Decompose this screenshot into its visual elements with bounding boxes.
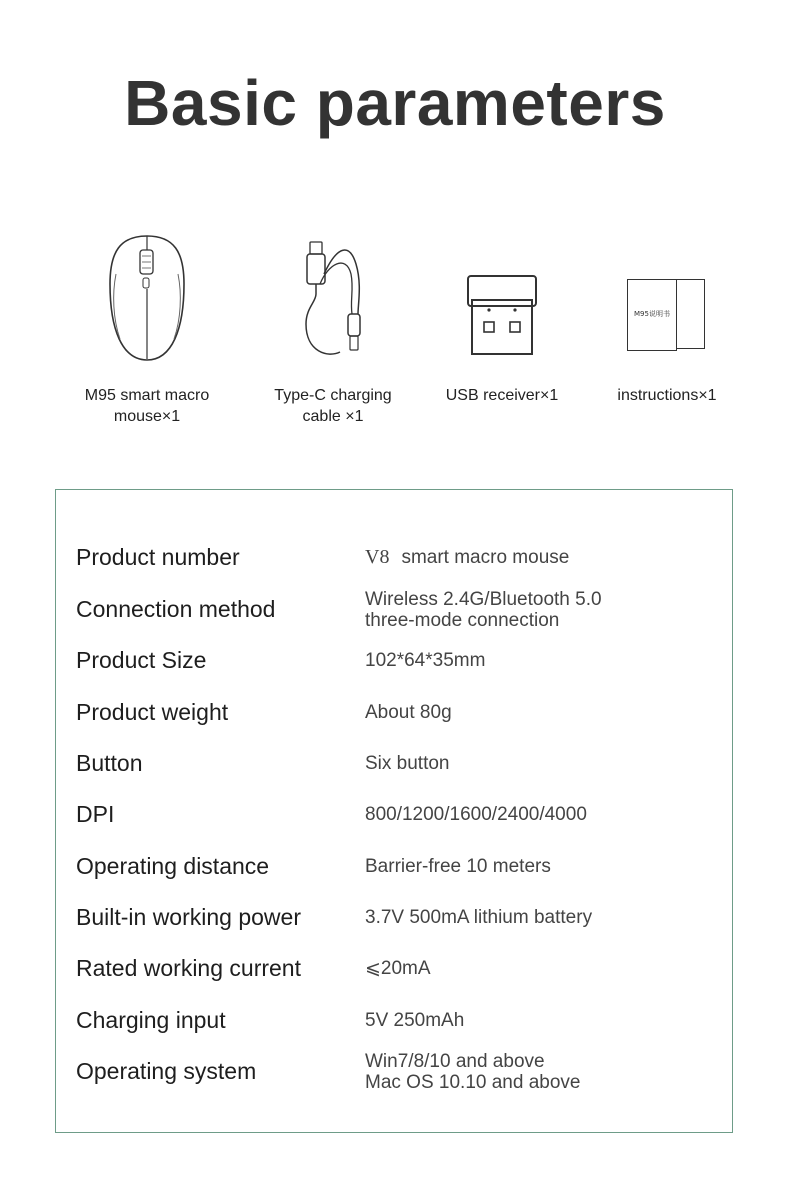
spec-table bbox=[55, 489, 733, 1133]
package-item-caption-line2: cable ×1 bbox=[302, 408, 364, 425]
package-item-usb-receiver bbox=[412, 222, 592, 404]
spec-label: Connection method bbox=[76, 596, 276, 622]
spec-row bbox=[56, 687, 732, 738]
spec-label: DPI bbox=[76, 801, 115, 827]
package-item-caption-line1: Type-C charging bbox=[274, 387, 392, 404]
spec-value bbox=[365, 584, 725, 635]
spec-value-text: ⩽20mA bbox=[365, 958, 431, 979]
spec-value-text: 102*64*35mm bbox=[365, 650, 486, 671]
package-item-caption-line2: mouse×1 bbox=[113, 408, 181, 425]
spec-label: Product Size bbox=[76, 647, 207, 673]
spec-label: Operating distance bbox=[76, 853, 270, 879]
spec-value bbox=[365, 635, 725, 686]
spec-value-text: Six button bbox=[365, 753, 450, 774]
page-title: Basic parameters bbox=[124, 67, 666, 139]
spec-value bbox=[365, 892, 725, 943]
spec-value-text: Barrier-free 10 meters bbox=[365, 856, 551, 877]
package-item-caption-line1: USB receiver×1 bbox=[445, 387, 559, 404]
package-contents bbox=[0, 222, 790, 442]
spec-row bbox=[56, 892, 732, 943]
spec-label: Product weight bbox=[76, 699, 229, 725]
spec-row bbox=[56, 1046, 732, 1097]
spec-value-line1: Wireless 2.4G/Bluetooth 5.0 bbox=[365, 588, 602, 610]
spec-row bbox=[56, 738, 732, 789]
spec-row bbox=[56, 789, 732, 840]
spec-label: Rated working current bbox=[76, 955, 301, 981]
spec-row bbox=[56, 841, 732, 892]
package-item-instructions bbox=[577, 222, 757, 404]
spec-value bbox=[365, 789, 725, 840]
package-item-caption-line1: M95 smart macro bbox=[84, 387, 210, 404]
spec-row bbox=[56, 584, 732, 635]
spec-row bbox=[56, 532, 732, 583]
spec-value-line2: Mac OS 10.10 and above bbox=[365, 1071, 581, 1093]
spec-value bbox=[365, 995, 725, 1046]
spec-value bbox=[365, 532, 725, 583]
spec-value-text: 3.7V 500mA lithium battery bbox=[365, 907, 593, 928]
spec-label: Button bbox=[76, 750, 143, 776]
spec-label: Product number bbox=[76, 544, 240, 570]
manual-icon bbox=[627, 279, 707, 353]
spec-label: Charging input bbox=[76, 1007, 226, 1033]
spec-value bbox=[365, 687, 725, 738]
spec-value-text: 800/1200/1600/2400/4000 bbox=[365, 804, 587, 825]
manual-cover-text: M95说明书 bbox=[634, 310, 670, 318]
spec-label: Built-in working power bbox=[76, 904, 301, 930]
spec-value-text: About 80g bbox=[365, 702, 452, 723]
package-item-mouse bbox=[57, 222, 237, 425]
spec-value bbox=[365, 738, 725, 789]
spec-row bbox=[56, 943, 732, 994]
spec-value-line2: three-mode connection bbox=[365, 609, 560, 631]
spec-value-prefix: V8 bbox=[365, 546, 390, 568]
usb-receiver-icon bbox=[462, 270, 542, 360]
mouse-icon bbox=[102, 234, 192, 364]
cable-icon bbox=[288, 234, 378, 364]
spec-value-line1: Win7/8/10 and above bbox=[365, 1050, 545, 1072]
spec-value bbox=[365, 1046, 725, 1097]
spec-label: Operating system bbox=[76, 1058, 257, 1084]
package-item-caption-line1: instructions×1 bbox=[617, 387, 717, 404]
package-item-cable bbox=[243, 222, 423, 425]
spec-row bbox=[56, 635, 732, 686]
spec-value bbox=[365, 943, 725, 994]
spec-value-text: smart macro mouse bbox=[401, 547, 570, 568]
spec-row bbox=[56, 995, 732, 1046]
spec-value-text: 5V 250mAh bbox=[365, 1010, 465, 1031]
spec-value bbox=[365, 841, 725, 892]
